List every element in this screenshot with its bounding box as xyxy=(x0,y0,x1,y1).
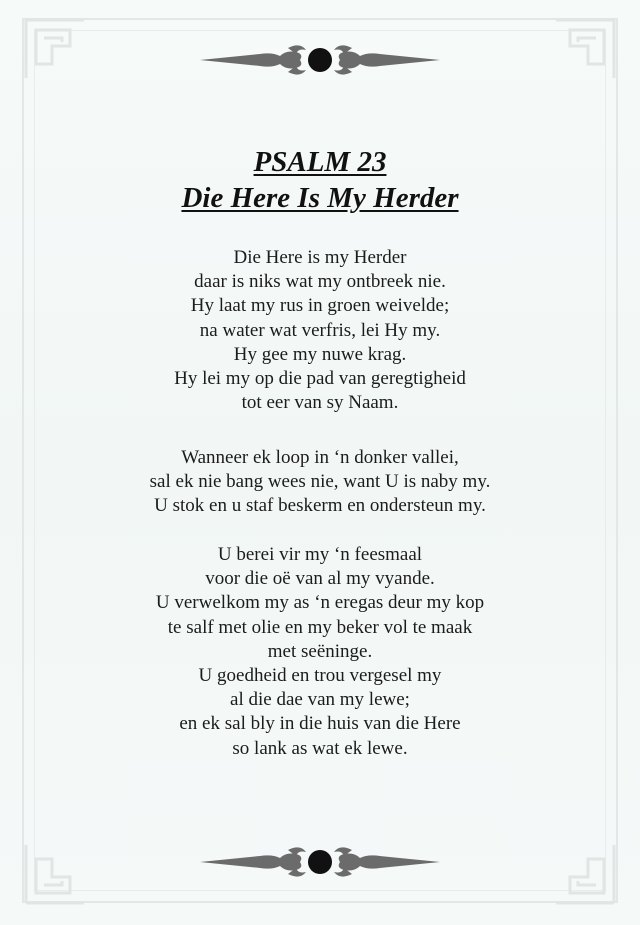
verse-line: daar is niks wat my ontbreek nie. xyxy=(194,271,446,293)
verse-line: voor die oë van al my vyande. xyxy=(205,568,435,590)
verse-line: met seëninge. xyxy=(267,640,373,662)
verse-line: Hy gee my nuwe krag. xyxy=(233,343,407,365)
corner-ornament-icon xyxy=(536,18,616,98)
verse-line: Hy lei my op die pad van geregtigheid xyxy=(174,368,466,390)
stanza xyxy=(0,246,640,415)
corner-ornament-icon xyxy=(24,18,104,98)
verse-line: tot eer van sy Naam. xyxy=(241,392,399,414)
verse-line: so lank as wat ek lewe. xyxy=(232,737,408,759)
scroll-ornament-icon xyxy=(200,40,440,80)
verse-line: en ek sal bly in die huis van die Here xyxy=(179,713,461,735)
page-title: PSALM 23 xyxy=(253,146,387,178)
verse-line: al die dae van my lewe; xyxy=(230,689,410,711)
scroll-ornament-icon xyxy=(200,842,440,882)
verse-line: te salf met olie en my beker vol te maak xyxy=(167,616,473,638)
verse-line: U verwelkom my as ‘n eregas deur my kop xyxy=(155,592,485,614)
corner-ornament-icon xyxy=(536,825,616,905)
verse-line: Wanneer ek loop in ‘n donker vallei, xyxy=(181,447,459,468)
verse-line: sal ek nie bang wees nie, want U is naby my. xyxy=(149,471,491,493)
verse-line: U berei vir my ‘n feesmaal xyxy=(217,544,423,565)
verse-line: Die Here is my Herder xyxy=(233,247,407,268)
verse-line: Hy laat my rus in groen weivelde; xyxy=(190,295,450,317)
corner-ornament-icon xyxy=(24,825,104,905)
verse-line: U goedheid en trou vergesel my xyxy=(198,665,442,687)
page-subtitle: Die Here Is My Herder xyxy=(181,182,459,214)
stanza xyxy=(0,543,640,761)
watermark-text xyxy=(60,790,580,813)
verse-line: U stok en u staf beskerm en ondersteun my. xyxy=(154,495,486,517)
verse-line: na water wat verfris, lei Hy my. xyxy=(199,319,441,341)
stanza xyxy=(0,446,640,519)
